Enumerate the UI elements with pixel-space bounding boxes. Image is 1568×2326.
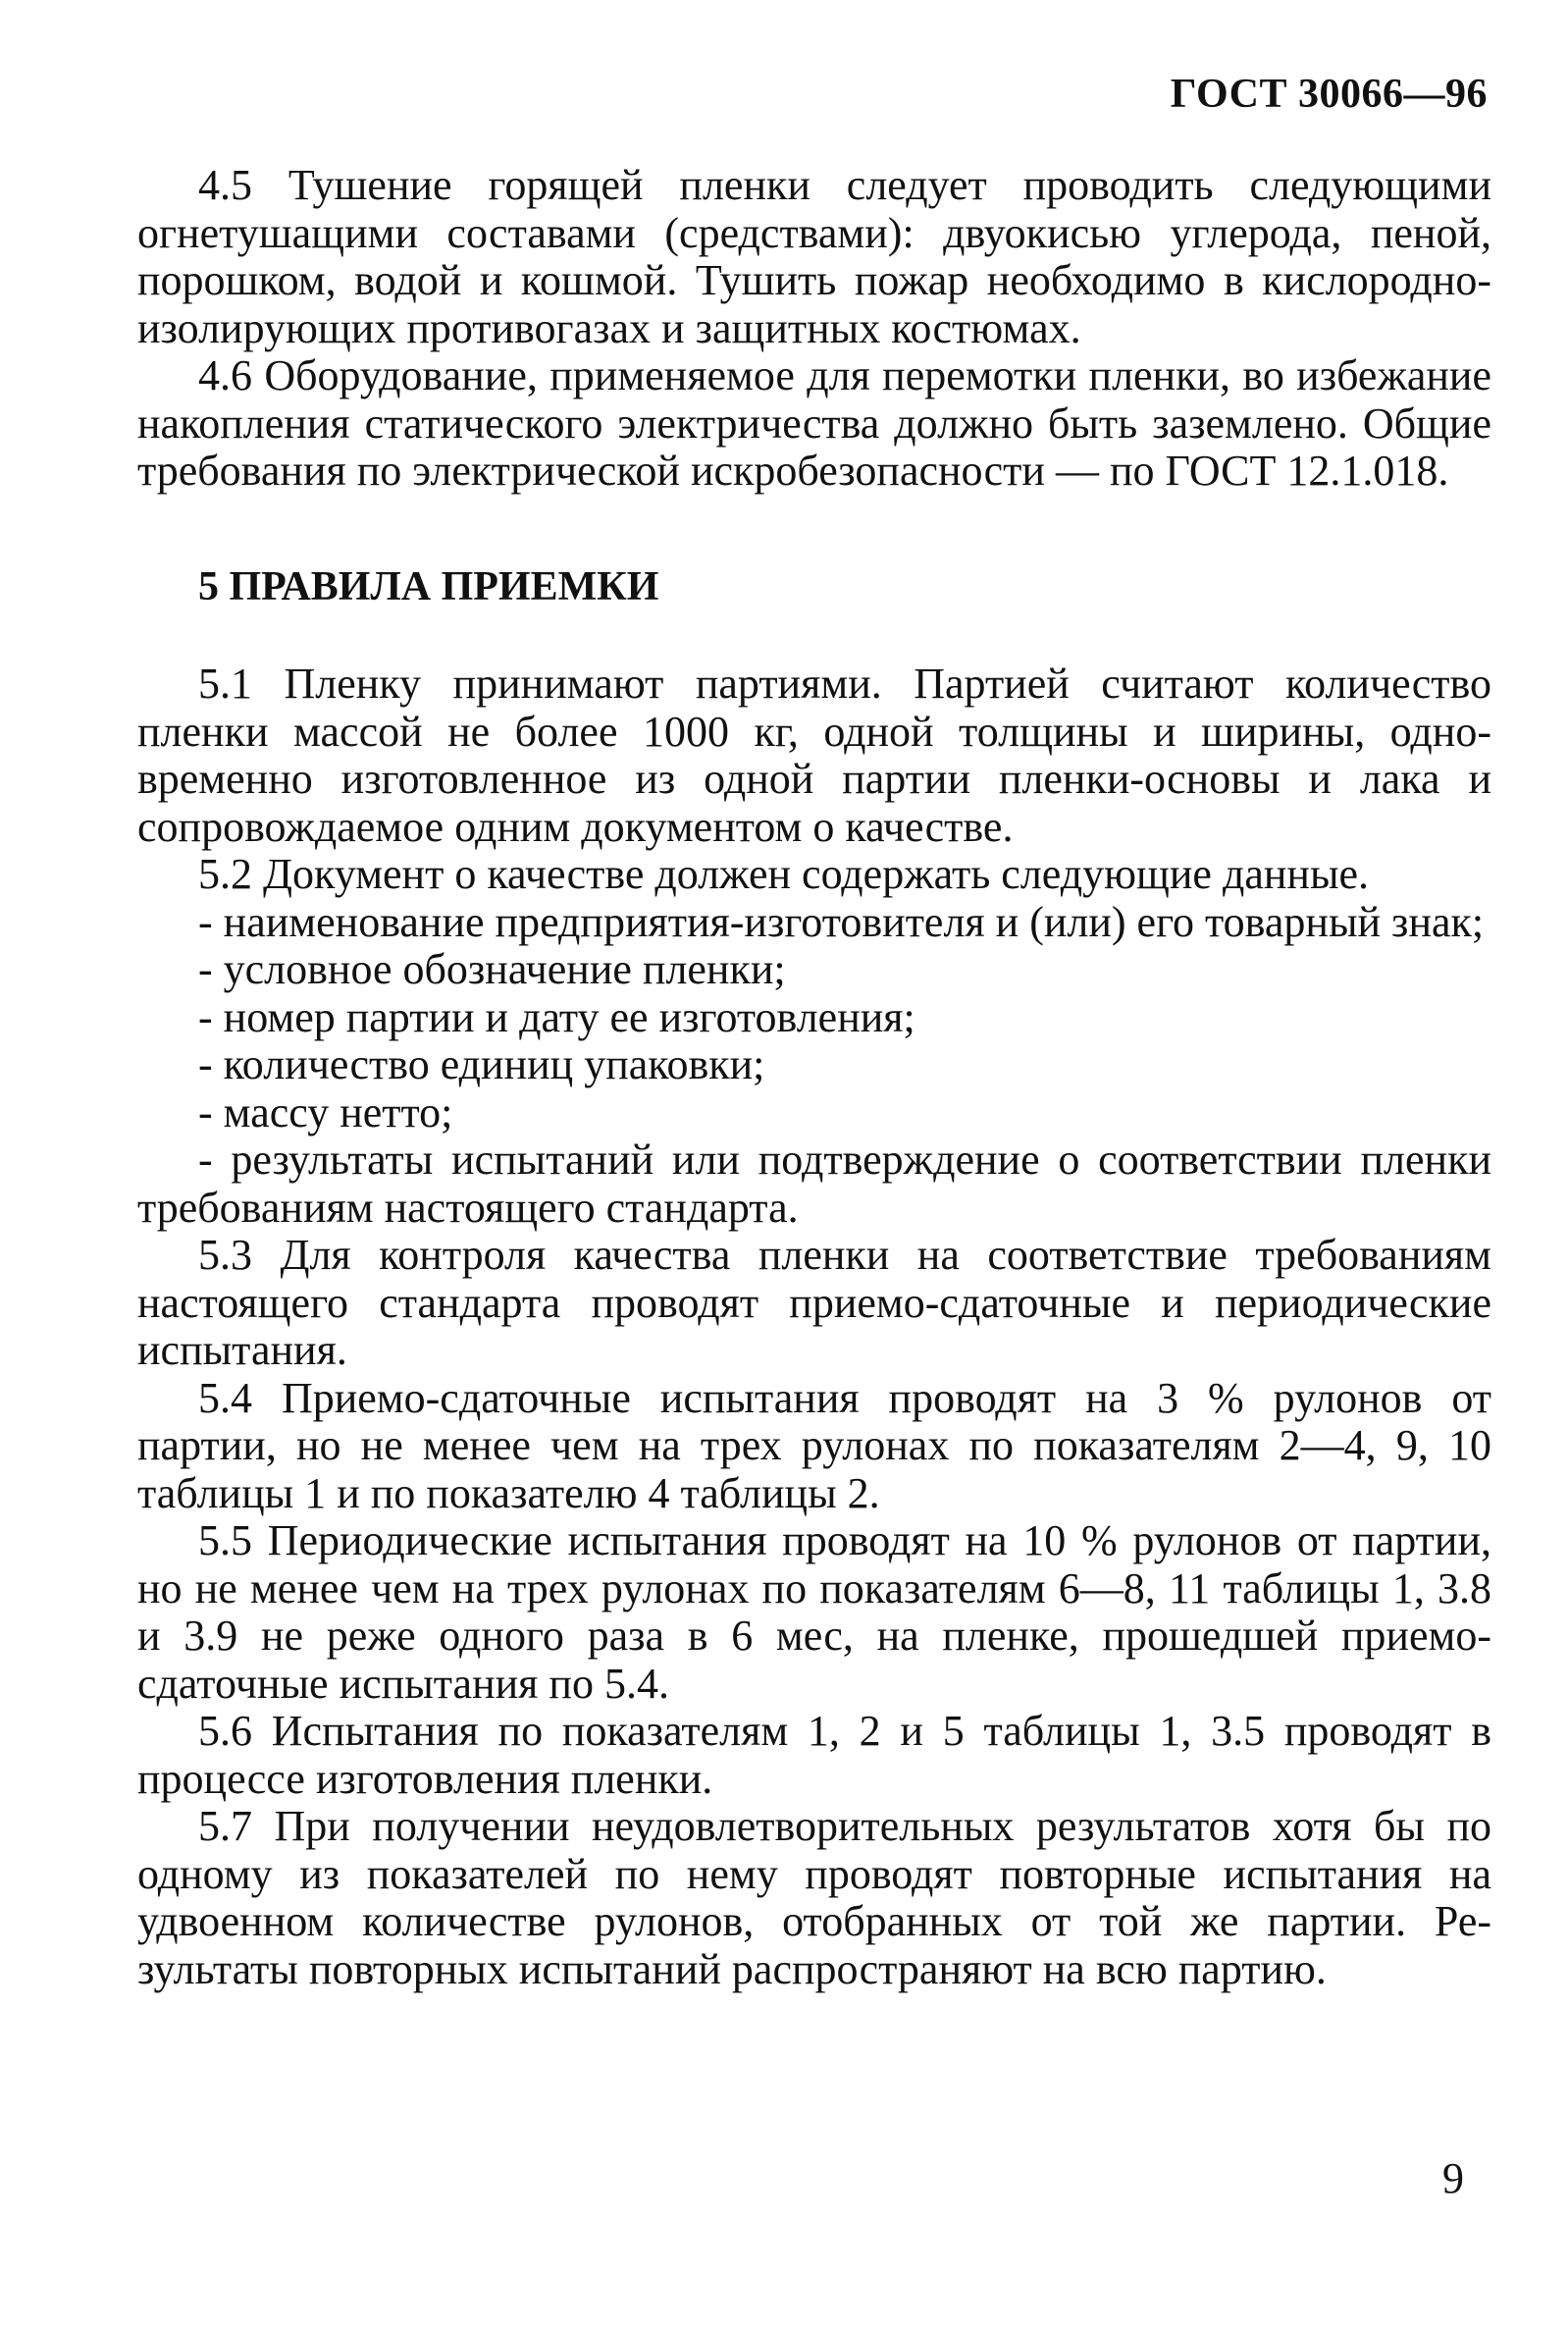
list-item: - условное обозначение пленки; (198, 945, 786, 993)
page-number: 9 (1442, 2154, 1464, 2202)
section-title: 5 ПРАВИЛА ПРИЕМКИ (198, 563, 659, 609)
document-code-header: ГОСТ 30066—96 (1170, 72, 1488, 117)
paragraph-5-7: 5.7 При получении неудовлетворительных результатов хотя бы по одному из показателей по нему проводят повторные испытания на удвоенном количестве рулонов, отобранных от той же партии. Результаты повторных испытаний распространяют на всю партию. (137, 1802, 1491, 1993)
list-item: - количество единиц упаковки; (198, 1040, 765, 1088)
document-contents-list (137, 899, 1491, 1233)
list-item: - номер партии и дату ее изготовления; (198, 992, 915, 1041)
paragraph-5-6: 5.6 Испытания по показателям 1, 2 и 5 таблицы 1, 3.5 проводят в процессе изготовления пленки. (137, 1707, 1491, 1803)
paragraph-5-4: 5.4 Приемо-сдаточные испытания проводят на 3 % рулонов от партии, но не менее чем на трех рулонах по показателям 2—4, 9, 10 таблицы 1 и по показателю 4 таблицы 2. (137, 1373, 1491, 1517)
paragraph-5-3: 5.3 Для контроля качества пленки на соответствие требованиям настоящего стандарта проводят приемо-сдаточные и периодические испытания. (137, 1231, 1491, 1374)
paragraph-4-6: 4.6 Оборудование, применяемое для перемотки пленки, во избежание накопления статического электричества должно быть заземлено. Общие требования по электрической искробезопасности — по ГОСТ 12.1.018. (137, 351, 1491, 495)
document-body (137, 162, 1491, 1993)
paragraph-5-5: 5.5 Периодические испытания проводят на 10 % рулонов от партии, но не менее чем на трех рулонах по показателям 6—8, 11 таблицы 1, 3.8 и 3.9 не реже одного раза в 6 мес, на пленке, прошедшей приемо-сдаточные испытания по 5.4. (137, 1516, 1491, 1708)
paragraph-4-5: 4.5 Тушение горящей пленки следует проводить следующими огнетушащими составами (средствами): двуокисью углерода, пеной, порошком, водой и кошмой. Тушить пожар необходимо в кислородно-изолирующих противогазах и защитных костюмах. (137, 161, 1491, 352)
list-item: - наименование предприятия-изготовителя и (или) его товарный знак; (198, 897, 1485, 946)
paragraph-5-2: 5.2 Документ о качестве должен содержать следующие данные. (198, 850, 1370, 898)
list-item: - результаты испытаний или подтверждение о соответствии пленки требованиям настоящего стандарта. (137, 1136, 1491, 1232)
list-item: - массу нетто; (198, 1087, 453, 1137)
paragraph-5-1: 5.1 Пленку принимают партиями. Партией считают количество пленки массой не более 1000 кг, одной толщины и ширины, одновременно изготовленное из одной партии пленки-основы и лака и сопровождаемое одним документом о качестве. (137, 660, 1491, 851)
